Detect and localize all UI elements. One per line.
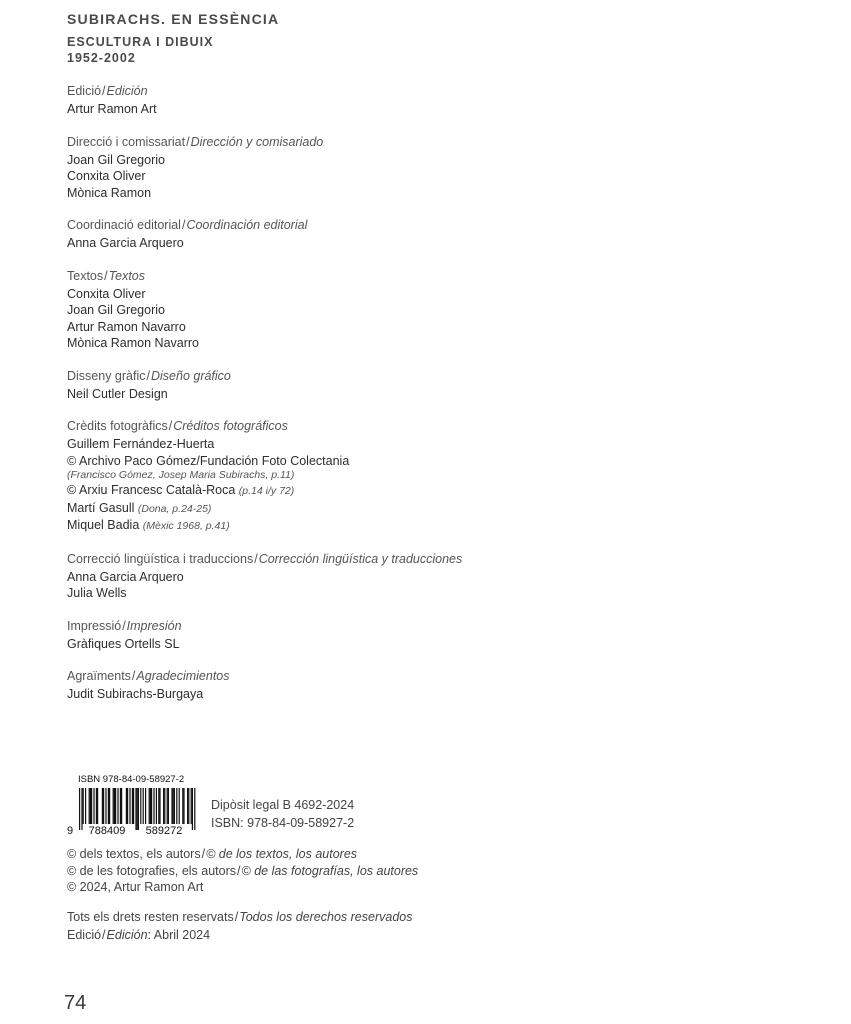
barcode-isbn-label: ISBN 978-84-09-58927-2 [78, 774, 185, 785]
barcode-bar [114, 788, 115, 824]
barcode-bar [105, 788, 106, 824]
copyright-ca: © 2024, Artur Ramon Art [67, 880, 204, 894]
credit-heading-es: Coordinación editorial [186, 218, 308, 232]
credit-heading: Direcció i comissariat/Dirección y comisariado [67, 134, 324, 149]
credit-name: Gràfiques Ortells SL [67, 636, 180, 651]
credit-line [67, 585, 827, 602]
barcode-bar [96, 788, 97, 824]
credit-name: Joan Gil Gregorio [67, 303, 165, 317]
credit-section [67, 368, 827, 403]
credit-section [67, 668, 827, 703]
barcode-bar [103, 788, 104, 824]
credit-heading-ca: Textos [67, 268, 104, 283]
edition-es: Edición [106, 927, 148, 942]
barcode-bar [135, 788, 136, 830]
barcode-bar [121, 788, 122, 824]
credit-section [67, 217, 827, 252]
barcode-icon [67, 786, 201, 838]
barcode-bar [179, 788, 180, 824]
credit-heading-es: Edición [106, 84, 148, 98]
credit-line [67, 185, 827, 202]
barcode-bar [192, 788, 193, 830]
credit-heading: Edició/Edición [67, 84, 148, 98]
credit-heading: Textos/Textos [67, 268, 145, 283]
credit-name: Anna Garcia Arquero [67, 236, 184, 250]
barcode-bar [91, 788, 92, 824]
credit-heading: Impressió/Impresión [67, 618, 182, 633]
credit-heading: Crèdits fotogràfics/Créditos fotográficos [67, 419, 288, 433]
barcode-bar [164, 788, 165, 824]
barcode-block [67, 774, 567, 838]
credit-heading-ca: Agraïments [67, 669, 131, 683]
credit-line [67, 636, 827, 653]
credit-line [67, 335, 827, 352]
credit-name: Neil Cutler Design [67, 386, 168, 401]
barcode-bar [115, 788, 116, 824]
barcode-bar [143, 788, 144, 824]
barcode-bar [127, 788, 128, 824]
credit-line [67, 517, 827, 535]
barcode-bar [176, 788, 177, 824]
barcode-bar [81, 788, 82, 830]
credit-section [67, 83, 827, 118]
credit-name: © Arxiu Francesc Català-Roca [67, 483, 236, 497]
page-number: 74 [64, 992, 87, 1014]
credit-heading-ca: Coordinació editorial [67, 218, 181, 232]
book-title: SUBIRACHS. EN ESSÈNCIA [67, 11, 280, 27]
credit-section [67, 618, 827, 653]
copyright-es: © de las fotografías, los autores [241, 863, 419, 878]
credit-heading: Coordinació editorial/Coordinación editorial [67, 218, 308, 232]
credit-line [67, 500, 827, 518]
barcode-bar [149, 788, 150, 824]
credit-heading-ca: Disseny gràfic [67, 368, 146, 383]
barcode-bar [188, 788, 189, 824]
credit-heading-ca: Edició [67, 84, 102, 98]
credit-heading: Disseny gràfic/Diseño gráfico [67, 368, 231, 383]
credit-section [67, 418, 827, 535]
barcode-bar [85, 788, 86, 824]
copyright-block [67, 846, 418, 896]
barcode-bar [132, 788, 133, 824]
edition-date: : Abril 2024 [147, 927, 211, 942]
barcode-bar [117, 788, 118, 824]
legal-deposit: Dipòsit legal B 4692-2024 [211, 798, 355, 812]
copyright-ca: © de les fotografies, els autors [67, 863, 237, 878]
barcode-bar [138, 788, 139, 830]
credit-name: Artur Ramon Art [67, 102, 157, 116]
credit-name: Conxita Oliver [67, 169, 146, 183]
credit-heading-ca: Impressió [67, 618, 122, 633]
legal-info [211, 796, 354, 832]
credit-heading-ca: Correcció lingüística i traduccions [67, 551, 254, 566]
credit-inline-note: (p.14 i/y 72) [238, 485, 295, 497]
credit-line [67, 286, 827, 303]
barcode-digits: 788409 [88, 825, 126, 837]
credit-name: Miquel Badia [67, 518, 140, 532]
barcode-bar [158, 788, 159, 824]
credit-inline-note: (Mèxic 1968, p.41) [142, 520, 230, 532]
barcode-bar [126, 788, 127, 824]
credit-heading-es: Créditos fotográficos [173, 419, 288, 433]
barcode-bar [97, 788, 98, 824]
credit-name: Conxita Oliver [67, 286, 146, 301]
credit-name: Mònica Ramon [67, 185, 152, 200]
credits-list [67, 83, 827, 703]
rights-line: Tots els drets resten reservats/Todos los derechos reservados [67, 910, 413, 924]
credit-line [67, 319, 827, 336]
credit-name: Martí Gasull [67, 500, 135, 515]
copyright-line: © de les fotografies, els autors/© de las fotografías, los autores [67, 863, 419, 878]
barcode-bar [93, 788, 94, 824]
rights-block [67, 909, 412, 944]
barcode-bar [129, 788, 130, 824]
barcode-bar [133, 788, 134, 824]
credit-line [67, 569, 827, 586]
credit-line [67, 686, 827, 703]
barcode-bar [109, 788, 110, 824]
barcode-bar [182, 788, 183, 824]
edition-line: Edició/Edición: Abril 2024 [67, 927, 211, 942]
barcode-bar [167, 788, 168, 824]
barcode-bar [183, 788, 184, 824]
credit-line [67, 152, 827, 169]
barcode-bar [187, 788, 188, 824]
barcode-bar [145, 788, 146, 824]
copyright-ca: © dels textos, els autors [67, 847, 201, 861]
barcode-bar [151, 788, 152, 824]
copyright-es: © de los textos, los autores [206, 847, 358, 861]
copyright-line [67, 879, 418, 896]
barcode-bar [150, 788, 151, 824]
credit-line [67, 302, 827, 319]
credit-name: Julia Wells [67, 586, 127, 600]
credit-name: Artur Ramon Navarro [67, 319, 186, 334]
credit-inline-note: (Dona, p.24-25) [137, 502, 212, 515]
credit-name: Guillem Fernández-Huerta [67, 437, 215, 451]
credit-heading-es: Corrección lingüística y traducciones [258, 551, 463, 566]
barcode-bar [194, 788, 195, 830]
credit-line [67, 482, 827, 500]
credit-line [67, 436, 827, 453]
barcode-bar [83, 788, 84, 824]
legal-isbn: ISBN: 978-84-09-58927-2 [211, 816, 355, 830]
credit-section [67, 551, 827, 602]
credit-section [67, 134, 827, 202]
credit-line [67, 235, 827, 252]
credits-page [67, 10, 827, 719]
credit-heading-ca: Crèdits fotogràfics [67, 419, 168, 433]
barcode-bar [89, 788, 90, 824]
barcode-digits: 9 [67, 825, 74, 837]
barcode-bar [90, 788, 91, 824]
barcode-bar [113, 788, 114, 824]
barcode-bar [153, 788, 154, 824]
credit-heading: Correcció lingüística i traduccions/Corrección lingüística y traducciones [67, 551, 463, 566]
barcode-digits: 589272 [145, 825, 183, 837]
book-years: 1952-2002 [67, 51, 136, 65]
credit-name: Joan Gil Gregorio [67, 152, 165, 167]
credit-heading-ca: Direcció i comissariat [67, 134, 186, 149]
barcode-bar [137, 788, 138, 830]
credit-heading-es: Impresión [126, 618, 182, 633]
edition-ca: Edició [67, 927, 102, 942]
credit-note: (Francisco Gómez, Josep Maria Subirachs, p.11) [67, 469, 295, 481]
barcode-bar [120, 788, 121, 824]
credit-name: Mònica Ramon Navarro [67, 336, 199, 350]
barcode-bar [108, 788, 109, 824]
copyright-line: © dels textos, els autors/© de los textos, los autores [67, 847, 358, 861]
credit-line [67, 101, 827, 118]
credit-heading-es: Diseño gráfico [150, 368, 231, 383]
credit-heading-es: Textos [108, 268, 145, 283]
rights-es: Todos los derechos reservados [239, 910, 413, 924]
credit-line [67, 168, 827, 185]
credit-line [67, 453, 827, 470]
rights-ca: Tots els drets resten reservats [67, 910, 234, 924]
credit-section [67, 268, 827, 352]
barcode-bar [159, 788, 160, 824]
barcode-bar [191, 788, 192, 824]
credit-name: Anna Garcia Arquero [67, 569, 184, 584]
barcode-bar [102, 788, 103, 824]
barcode-bar [168, 788, 169, 824]
barcode-bar [171, 788, 172, 824]
credit-name: © Archivo Paco Gómez/Fundación Foto Colectania [67, 453, 350, 468]
barcode-bar [140, 788, 141, 824]
barcode-bar [174, 788, 175, 824]
barcode-bar [173, 788, 174, 824]
credit-line [67, 386, 827, 403]
barcode-bar [163, 788, 164, 824]
credit-heading-es: Dirección y comisariado [190, 134, 324, 149]
book-subtitle: ESCULTURA I DIBUIX [67, 35, 214, 49]
credit-heading: Agraïments/Agradecimientos [67, 669, 230, 683]
credit-heading-es: Agradecimientos [136, 669, 230, 683]
barcode-bar [79, 788, 80, 830]
credit-name: Judit Subirachs-Burgaya [67, 687, 204, 701]
barcode-bar [156, 788, 157, 824]
